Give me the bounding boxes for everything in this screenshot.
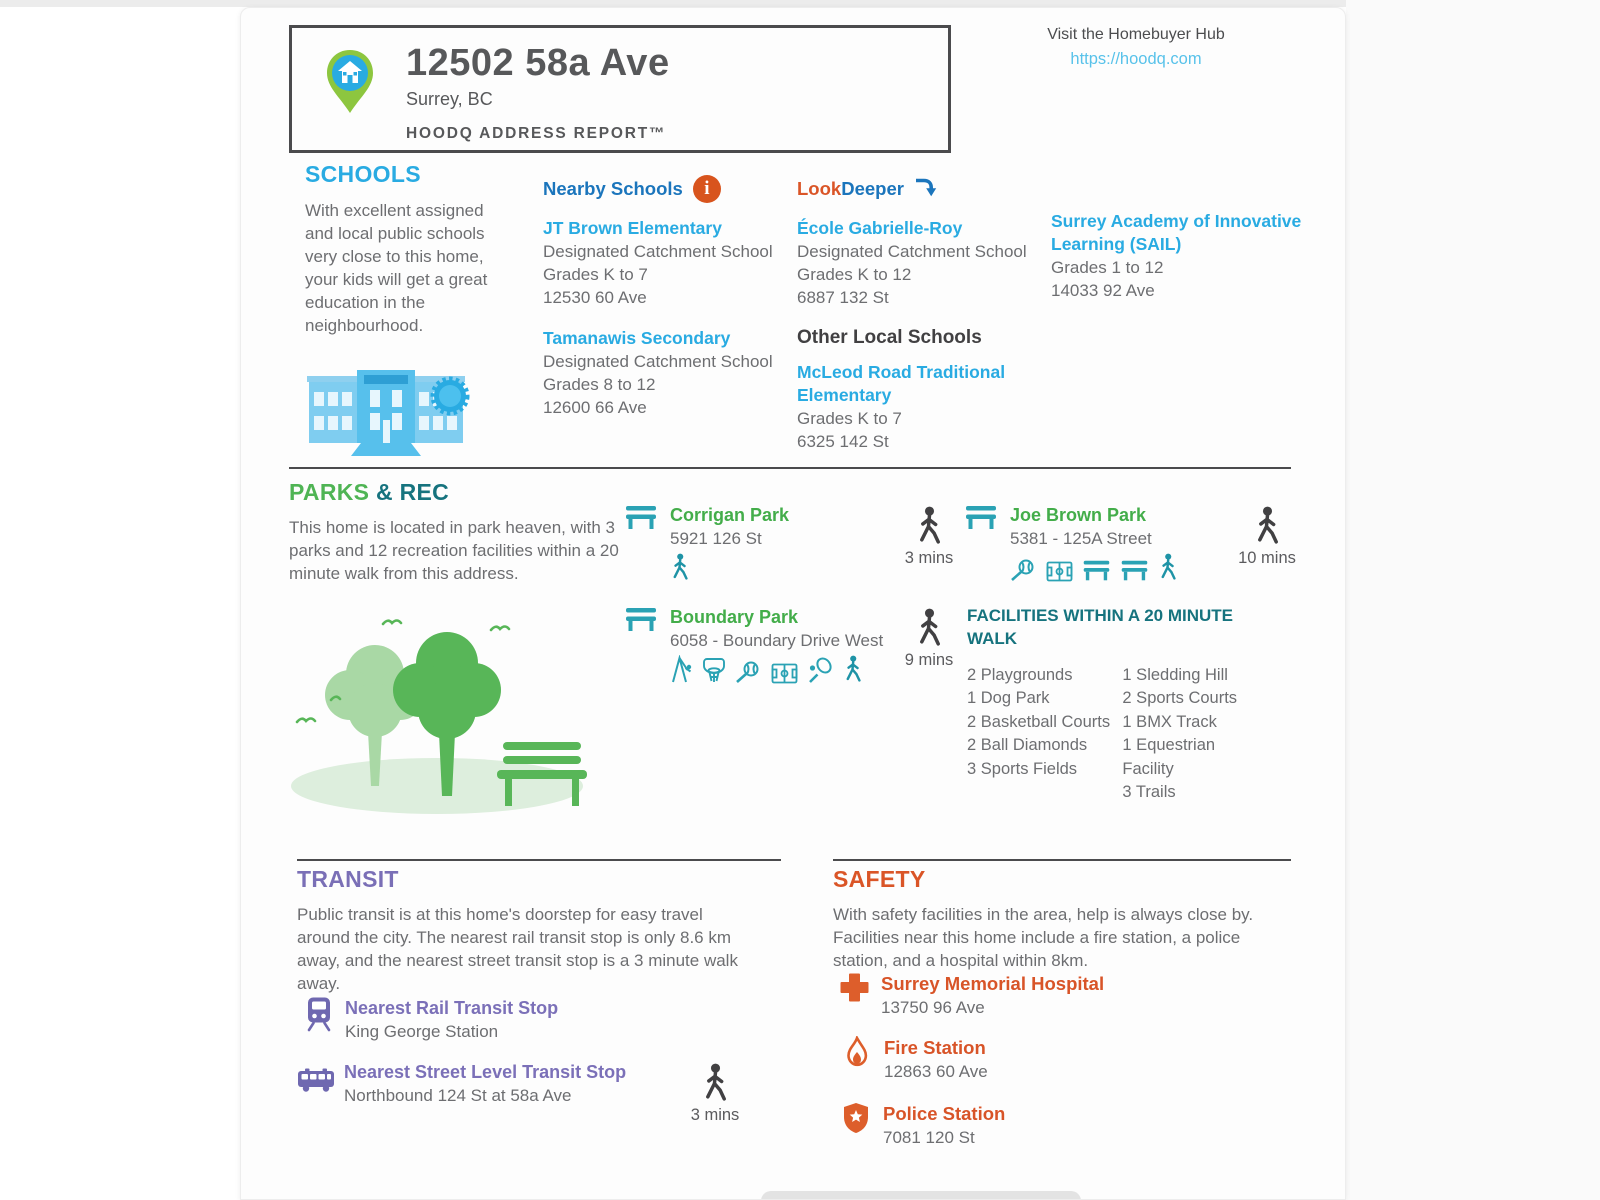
transit-section-title: TRANSIT — [297, 866, 399, 892]
facility-item: 1 Dog Park — [967, 689, 1050, 708]
player-icon — [670, 553, 689, 587]
nearby-schools-heading: Nearby Schools — [543, 178, 683, 199]
park-name: Boundary Park — [670, 607, 799, 627]
address-header-box — [289, 25, 951, 153]
park-amenities — [670, 557, 789, 587]
flame-icon — [845, 1036, 869, 1075]
walk-label: 3 mins — [904, 549, 954, 567]
soccer-field-icon — [1046, 561, 1073, 587]
facility-item: 3 Trails — [1122, 783, 1176, 802]
bench-icon — [964, 504, 998, 587]
basketball-hoop-icon — [702, 657, 726, 689]
facility-item: 1 Sledding Hill — [1122, 666, 1228, 684]
lookdeeper-column — [797, 174, 1047, 453]
page-footer-tab — [761, 1191, 1081, 1200]
private-school-column — [1051, 210, 1313, 302]
walk-time — [1229, 506, 1305, 568]
street-stop — [297, 1060, 626, 1107]
hub-link[interactable]: https://hoodq.com — [1070, 50, 1202, 68]
schools-section-title: SCHOOLS — [305, 161, 421, 187]
other-schools-heading: Other Local Schools — [797, 327, 982, 348]
walk-label: 9 mins — [904, 651, 954, 669]
school-type: Designated Catchment School — [543, 242, 773, 261]
park-item — [624, 504, 789, 587]
baseball-icon — [1010, 558, 1037, 587]
swing-icon — [670, 655, 693, 689]
park-item — [964, 504, 1177, 587]
bench-icon — [624, 504, 658, 587]
facility-item: 3 Sports Fields — [967, 759, 1078, 778]
parks-intro: This home is located in park heaven, with 3 parks and 12 recreation facilities within a 20 minute walk from this address. — [289, 518, 619, 583]
info-icon[interactable]: i — [693, 175, 721, 203]
bench-icon — [1120, 559, 1149, 587]
facility-item: 1 BMX Track — [1122, 712, 1217, 731]
school-name: Tamanawis Secondary — [543, 328, 731, 348]
school-entry — [797, 217, 1047, 309]
school-address: 12530 60 Ave — [543, 288, 647, 307]
park-name: Corrigan Park — [670, 505, 790, 525]
facility-item: 2 Playgrounds — [967, 666, 1073, 684]
school-grades: Grades 8 to 12 — [543, 375, 656, 394]
homebuyer-hub — [1011, 26, 1261, 69]
park-illustration — [287, 600, 589, 823]
walk-icon — [916, 506, 943, 547]
facilities-block — [967, 604, 1267, 804]
walk-icon — [916, 608, 943, 649]
school-address: 6887 132 St — [797, 288, 889, 307]
police-shield-icon — [842, 1102, 870, 1139]
street-stop-label: Nearest Street Level Transit Stop — [344, 1062, 627, 1082]
school-name: McLeod Road Traditional Elementary — [797, 362, 1006, 405]
school-type: Designated Catchment School — [797, 242, 1027, 261]
safety-item-fire — [845, 1036, 988, 1083]
player-icon — [843, 655, 862, 689]
safety-name: Fire Station — [884, 1037, 986, 1058]
player-icon — [1158, 553, 1177, 587]
facility-item: 2 Basketball Courts — [967, 712, 1111, 731]
section-divider — [289, 467, 1291, 469]
tennis-icon — [807, 657, 834, 689]
school-grades: Grades K to 7 — [543, 265, 648, 284]
facility-item: 1 Equestrian Facility — [1122, 736, 1216, 778]
walk-label: 3 mins — [690, 1106, 740, 1124]
walk-label: 10 mins — [1238, 549, 1296, 567]
school-address: 14033 92 Ave — [1051, 281, 1155, 300]
baseball-icon — [735, 660, 762, 689]
park-amenities — [670, 659, 883, 689]
park-address: 5921 126 St — [670, 529, 762, 548]
train-icon — [305, 996, 333, 1037]
lookdeeper-heading: LookDeeper — [797, 178, 904, 199]
safety-item-hospital — [839, 972, 1104, 1019]
park-address: 6058 - Boundary Drive West — [670, 631, 884, 650]
school-entry — [543, 217, 783, 309]
park-name: Joe Brown Park — [1010, 505, 1147, 525]
park-item — [624, 606, 883, 689]
rail-stop-label: Nearest Rail Transit Stop — [345, 998, 559, 1018]
school-grades: Grades K to 7 — [797, 409, 902, 428]
page-title: 12502 58a Ave — [406, 42, 670, 84]
bench-icon — [1082, 559, 1111, 587]
school-address: 6325 142 St — [797, 432, 889, 451]
walk-icon — [702, 1063, 729, 1104]
nearby-schools-column — [543, 174, 783, 419]
street-stop-value: Northbound 124 St at 58a Ave — [344, 1086, 572, 1105]
report-label: HOODQ ADDRESS REPORT™ — [406, 125, 667, 142]
bus-icon — [297, 1067, 335, 1099]
school-name: JT Brown Elementary — [543, 218, 722, 238]
map-pin-icon — [324, 48, 376, 121]
right-margin — [1346, 0, 1600, 1200]
walk-icon — [1254, 506, 1281, 547]
school-type: Designated Catchment School — [543, 352, 773, 371]
school-grades: Grades 1 to 12 — [1051, 258, 1164, 277]
facility-item: 2 Sports Courts — [1122, 689, 1238, 708]
safety-item-police — [842, 1102, 1005, 1149]
report-page — [240, 7, 1346, 1200]
school-name: Surrey Academy of Innovative Learning (SAIL) — [1051, 211, 1302, 254]
park-amenities — [1010, 557, 1177, 587]
rail-stop-value: King George Station — [345, 1022, 499, 1041]
park-address: 5381 - 125A Street — [1010, 529, 1152, 548]
hospital-cross-icon — [839, 972, 870, 1008]
school-entry — [543, 327, 783, 419]
soccer-field-icon — [771, 663, 798, 689]
schools-intro: With excellent assigned and local public schools very close to this home, your kids will get a great education in the neighbourhood. — [305, 201, 488, 335]
facility-item: 2 Ball Diamonds — [967, 736, 1088, 755]
walk-time — [891, 608, 967, 670]
school-name: École Gabrielle-Roy — [797, 218, 963, 238]
school-entry — [797, 361, 1047, 453]
walk-time — [677, 1063, 753, 1125]
safety-intro: With safety facilities in the area, help is always close by. Facilities near this home include a fire station, a police station, and a hospital within 8km. — [833, 905, 1254, 970]
facilities-heading: FACILITIES WITHIN A 20 MINUTE WALK — [967, 606, 1234, 648]
bench-icon — [624, 606, 658, 689]
safety-address: 13750 96 Ave — [881, 998, 985, 1017]
school-grades: Grades K to 12 — [797, 265, 912, 284]
look-deeper-arrow-icon — [914, 176, 937, 202]
hub-label: Visit the Homebuyer Hub — [1047, 26, 1225, 43]
section-divider — [297, 859, 781, 861]
parks-section-title: PARKS & REC — [289, 479, 450, 505]
safety-name: Police Station — [883, 1103, 1006, 1124]
safety-name: Surrey Memorial Hospital — [881, 973, 1105, 994]
school-address: 12600 66 Ave — [543, 398, 647, 417]
address-city: Surrey, BC — [406, 89, 493, 109]
transit-intro: Public transit is at this home's doorstep for easy travel around the city. The nearest rail transit stop is only 8.6 km away, and the nearest street transit stop is a 3 minute walk away. — [297, 905, 738, 993]
safety-address: 12863 60 Ave — [884, 1062, 988, 1081]
school-building-illustration — [301, 358, 473, 462]
safety-address: 7081 120 St — [883, 1128, 975, 1147]
school-entry — [1051, 210, 1313, 302]
rail-stop — [305, 996, 558, 1043]
walk-time — [891, 506, 967, 568]
section-divider — [833, 859, 1291, 861]
safety-section-title: SAFETY — [833, 866, 926, 892]
